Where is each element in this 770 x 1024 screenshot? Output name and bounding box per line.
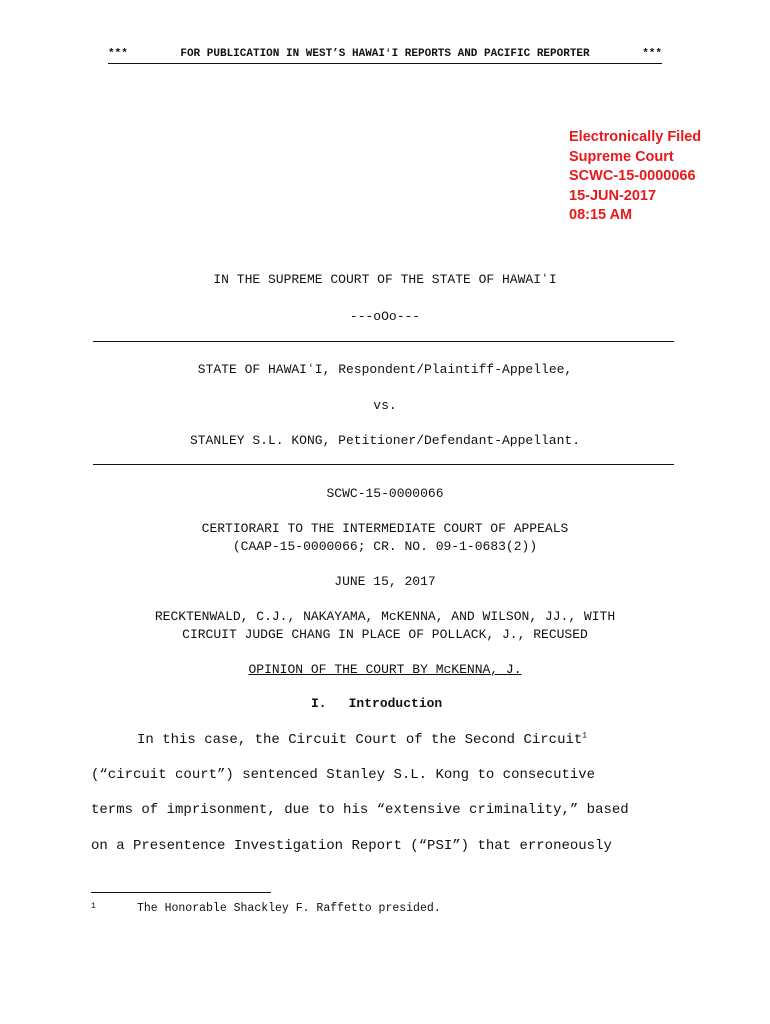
footnote-text: The Honorable Shackley F. Raffetto presided.: [137, 902, 441, 915]
caption-rule-top: [93, 341, 674, 342]
judges-line-1: RECKTENWALD, C.J., NAKAYAMA, McKENNA, AND WILSON, JJ., WITH: [154, 609, 616, 624]
decision-date: JUNE 15, 2017: [334, 574, 436, 589]
body-line-4: on a Presentence Investigation Report (“PSI”) that erroneously: [91, 838, 612, 854]
section-title: Introduction: [348, 696, 443, 711]
caption-vs: vs.: [373, 398, 397, 413]
ornament: ---oOo---: [349, 309, 421, 324]
opinion-by: [0, 662, 770, 677]
caption-party-1: STATE OF HAWAIʻI, Respondent/Plaintiff-Appellee,: [197, 362, 573, 377]
body-line-1-text: In this case, the Circuit Court of the Second Circuit: [137, 732, 583, 748]
header-stars-left: ***: [108, 48, 128, 60]
footnote-ref[interactable]: 1: [582, 731, 588, 741]
stamp-line-5: 08:15 AM: [569, 207, 633, 223]
header-stars-right: ***: [642, 48, 662, 60]
body-line-2: (“circuit court”) sentenced Stanley S.L. Kong to consecutive: [91, 767, 596, 783]
body-line-1: [137, 732, 587, 748]
stamp-line-3: SCWC-15-0000066: [569, 168, 696, 184]
court-title: IN THE SUPREME COURT OF THE STATE OF HAWAIʻI: [213, 272, 557, 287]
opinion-by-text: OPINION OF THE COURT BY McKENNA, J.: [248, 662, 522, 677]
filing-stamp: [569, 128, 701, 226]
footnote-number: 1: [91, 902, 96, 911]
caption-party-2: STANLEY S.L. KONG, Petitioner/Defendant-Appellant.: [189, 433, 581, 448]
judges-line-2: CIRCUIT JUDGE CHANG IN PLACE OF POLLACK, J., RECUSED: [182, 627, 588, 642]
certiorari-line-2: (CAAP-15-0000066; CR. NO. 09-1-0683(2)): [232, 539, 538, 554]
header-text: FOR PUBLICATION IN WEST’S HAWAIʻI REPORTS AND PACIFIC REPORTER: [180, 48, 590, 60]
caption-rule-bottom: [93, 464, 674, 465]
publication-header: [108, 48, 662, 64]
body-line-3: terms of imprisonment, due to his “extensive criminality,” based: [91, 802, 629, 818]
stamp-line-4: 15-JUN-2017: [569, 187, 657, 204]
certiorari-line-1: CERTIORARI TO THE INTERMEDIATE COURT OF APPEALS: [201, 521, 569, 536]
stamp-line-2: Supreme Court: [569, 148, 674, 165]
footnote-rule: [91, 892, 271, 893]
section-number: I.: [311, 696, 327, 711]
case-number: SCWC-15-0000066: [326, 486, 444, 501]
section-heading: [311, 696, 442, 711]
stamp-line-1: Electronically Filed: [569, 129, 702, 145]
